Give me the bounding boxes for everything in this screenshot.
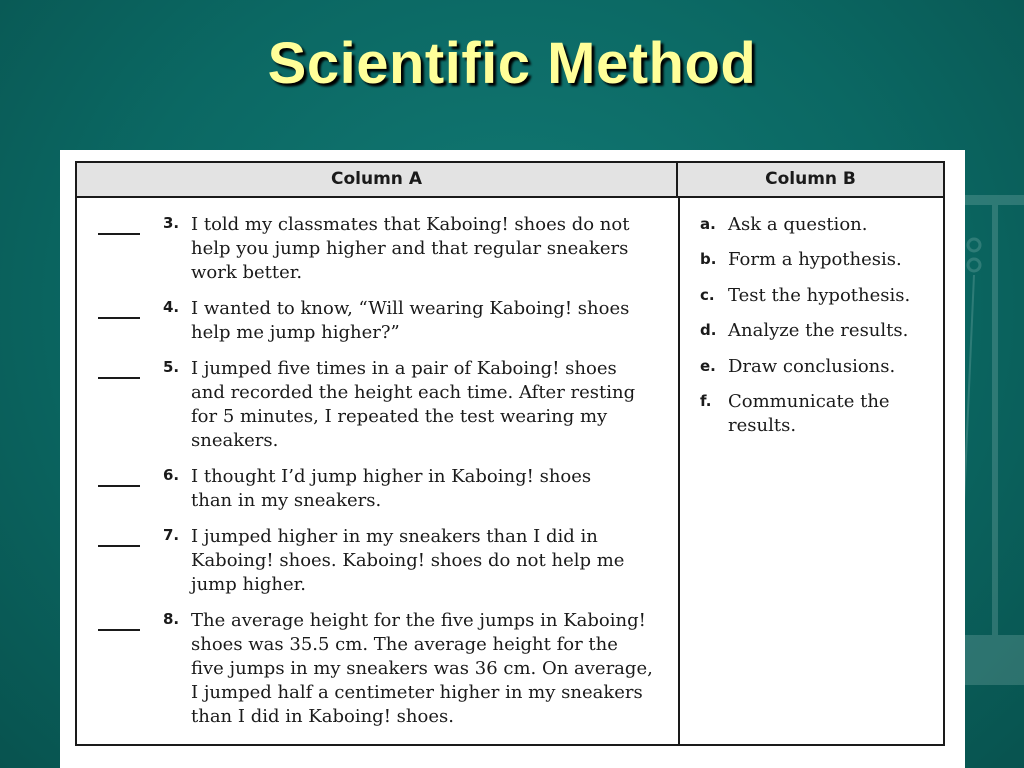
answer-blank[interactable] (98, 317, 140, 319)
item-number: 6. (163, 466, 180, 484)
option-letter: c. (700, 286, 715, 304)
option-text: Communicate the results. (728, 391, 890, 436)
answer-blank[interactable] (98, 629, 140, 631)
answer-blank[interactable] (98, 233, 140, 235)
column-b-header: Column B (678, 163, 943, 198)
item-text: I told my classmates that Kaboing! shoes do not help you jump higher and that regular sneakers work better. (191, 214, 630, 283)
item-number: 4. (163, 298, 180, 316)
option-letter: f. (700, 392, 712, 410)
answer-blank[interactable] (98, 377, 140, 379)
option-text: Ask a question. (728, 214, 868, 235)
option-letter: a. (700, 215, 716, 233)
item-text: I jumped five times in a pair of Kaboing! shoes and recorded the height each time. After resting for 5 minutes, I repeated the test wearing my sneakers. (191, 358, 636, 451)
column-divider (678, 196, 680, 744)
option-letter: b. (700, 250, 717, 268)
slide-title: Scientific Method (267, 31, 757, 96)
item-number: 3. (163, 214, 180, 232)
option-text: Analyze the results. (728, 320, 909, 341)
item-text: I wanted to know, “Will wearing Kaboing! shoes help me jump higher?” (191, 298, 630, 343)
item-text: The average height for the five jumps in Kaboing! shoes was 35.5 cm. The average height for the five jumps in my sneakers was 36 cm. On average, I jumped half a centimeter higher in my sneakers than I did in Kaboing! shoes. (191, 610, 653, 727)
option-text: Draw conclusions. (728, 356, 896, 377)
column-a-header: Column A (77, 163, 678, 198)
option-letter: d. (700, 321, 717, 339)
item-text: I jumped higher in my sneakers than I did in Kaboing! shoes. Kaboing! shoes do not help me jump higher. (191, 526, 625, 595)
answer-blank[interactable] (98, 545, 140, 547)
option-text: Test the hypothesis. (728, 285, 911, 306)
item-number: 8. (163, 610, 180, 628)
option-text: Form a hypothesis. (728, 249, 902, 270)
item-number: 5. (163, 358, 180, 376)
answer-blank[interactable] (98, 485, 140, 487)
matching-worksheet (60, 150, 965, 768)
matching-table (75, 161, 945, 746)
item-text: I thought I’d jump higher in Kaboing! shoes than in my sneakers. (191, 466, 592, 511)
item-number: 7. (163, 526, 180, 544)
option-letter: e. (700, 357, 716, 375)
